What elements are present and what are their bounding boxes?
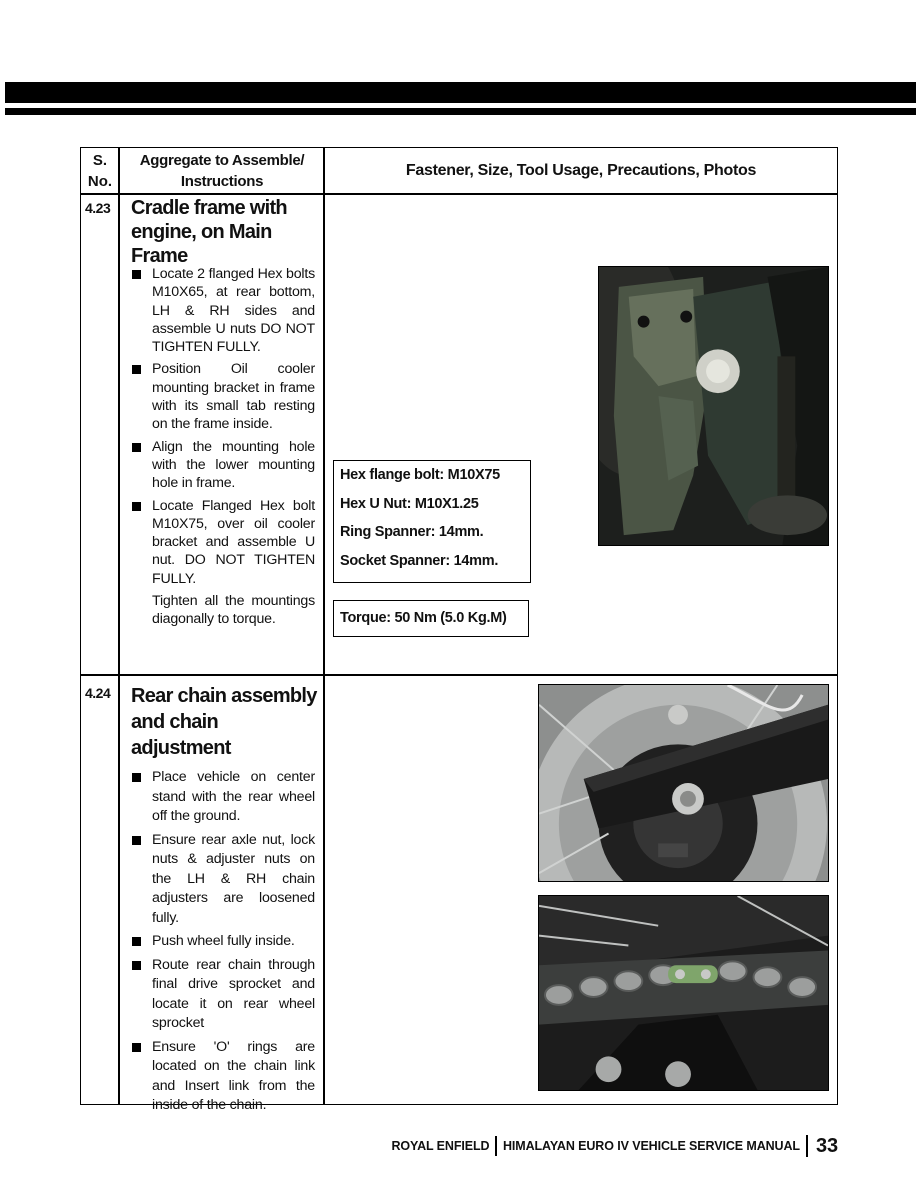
bullet-icon	[132, 836, 141, 845]
bullet-icon	[132, 937, 141, 946]
torque-box: Torque: 50 Nm (5.0 Kg.M)	[333, 600, 529, 637]
instruction-item: Ensure rear axle nut, lock nuts & adjuster nuts on the LH & RH chain adjusters are loosened fully.	[131, 831, 315, 929]
instruction-item: Locate 2 flanged Hex bolts M10X65, at rear bottom, LH & RH sides and assemble U nuts DO NOT TIGHTEN FULLY.	[131, 265, 315, 356]
fastener-spec-line: Socket Spanner: 14mm.	[340, 552, 499, 569]
fastener-spec-line: Hex flange bolt: M10X75	[340, 467, 500, 483]
instruction-list	[131, 265, 315, 633]
instruction-item: Push wheel fully inside.	[131, 932, 315, 952]
fastener-spec-box	[333, 460, 531, 583]
step-title: Rear chain assembly and chain adjustment	[131, 685, 317, 759]
service-table	[80, 147, 838, 1113]
bullet-icon	[132, 502, 141, 511]
fastener-spec-line: Hex U Nut: M10X1.25	[340, 495, 479, 512]
footer-separator	[806, 1135, 808, 1157]
fastener-spec-line: Ring Spanner: 14mm.	[340, 524, 484, 540]
bullet-icon	[132, 365, 141, 374]
row-divider	[81, 674, 837, 676]
instruction-item: Position Oil cooler mounting bracket in frame with its small tab resting on the frame inside.	[131, 360, 315, 433]
header-rule-thin	[5, 108, 916, 115]
bullet-icon	[132, 1043, 141, 1052]
instruction-item: Locate Flanged Hex bolt M10X75, over oil cooler bracket and assemble U nut. DO NOT TIGHTEN FULLY.	[131, 497, 315, 588]
column-divider	[323, 148, 325, 1104]
header-fastener: Fastener, Size, Tool Usage, Precautions, Photos	[405, 162, 757, 179]
header-aggregate: Aggregate to Assemble/ Instructions	[139, 152, 305, 190]
header-rule-thick	[5, 82, 916, 103]
page-footer	[391, 1133, 838, 1159]
instruction-item: Tighten all the mountings diagonally to torque.	[152, 593, 315, 628]
footer-brand: ROYAL ENFIELD	[391, 1139, 490, 1153]
step-number: 4.23	[85, 200, 111, 216]
bullet-icon	[132, 443, 141, 452]
photo-chain-link	[538, 895, 829, 1091]
footer-separator	[495, 1136, 497, 1156]
instruction-list	[131, 768, 315, 1120]
photo-chain-adjuster	[538, 684, 829, 882]
column-divider	[118, 148, 120, 1104]
instruction-item: Align the mounting hole with the lower mounting hole in frame.	[131, 438, 315, 493]
step-number: 4.24	[85, 685, 111, 701]
header-sno: S. No.	[87, 152, 113, 190]
footer-manual-title: HIMALAYAN EURO IV VEHICLE SERVICE MANUAL	[502, 1139, 800, 1153]
instruction-item: Place vehicle on center stand with the rear wheel off the ground.	[131, 768, 315, 827]
instruction-item: Ensure 'O' rings are located on the chain link and Insert link from the inside of the chain.	[131, 1038, 315, 1116]
instruction-item: Route rear chain through final drive sprocket and locate it on rear wheel sprocket	[131, 956, 315, 1034]
step-title: Cradle frame with engine, on Main Frame	[131, 197, 287, 267]
bullet-icon	[132, 773, 141, 782]
bullet-icon	[132, 270, 141, 279]
photo-frame-bracket	[598, 266, 829, 546]
page-number: 33	[815, 1134, 838, 1157]
bullet-icon	[132, 961, 141, 970]
